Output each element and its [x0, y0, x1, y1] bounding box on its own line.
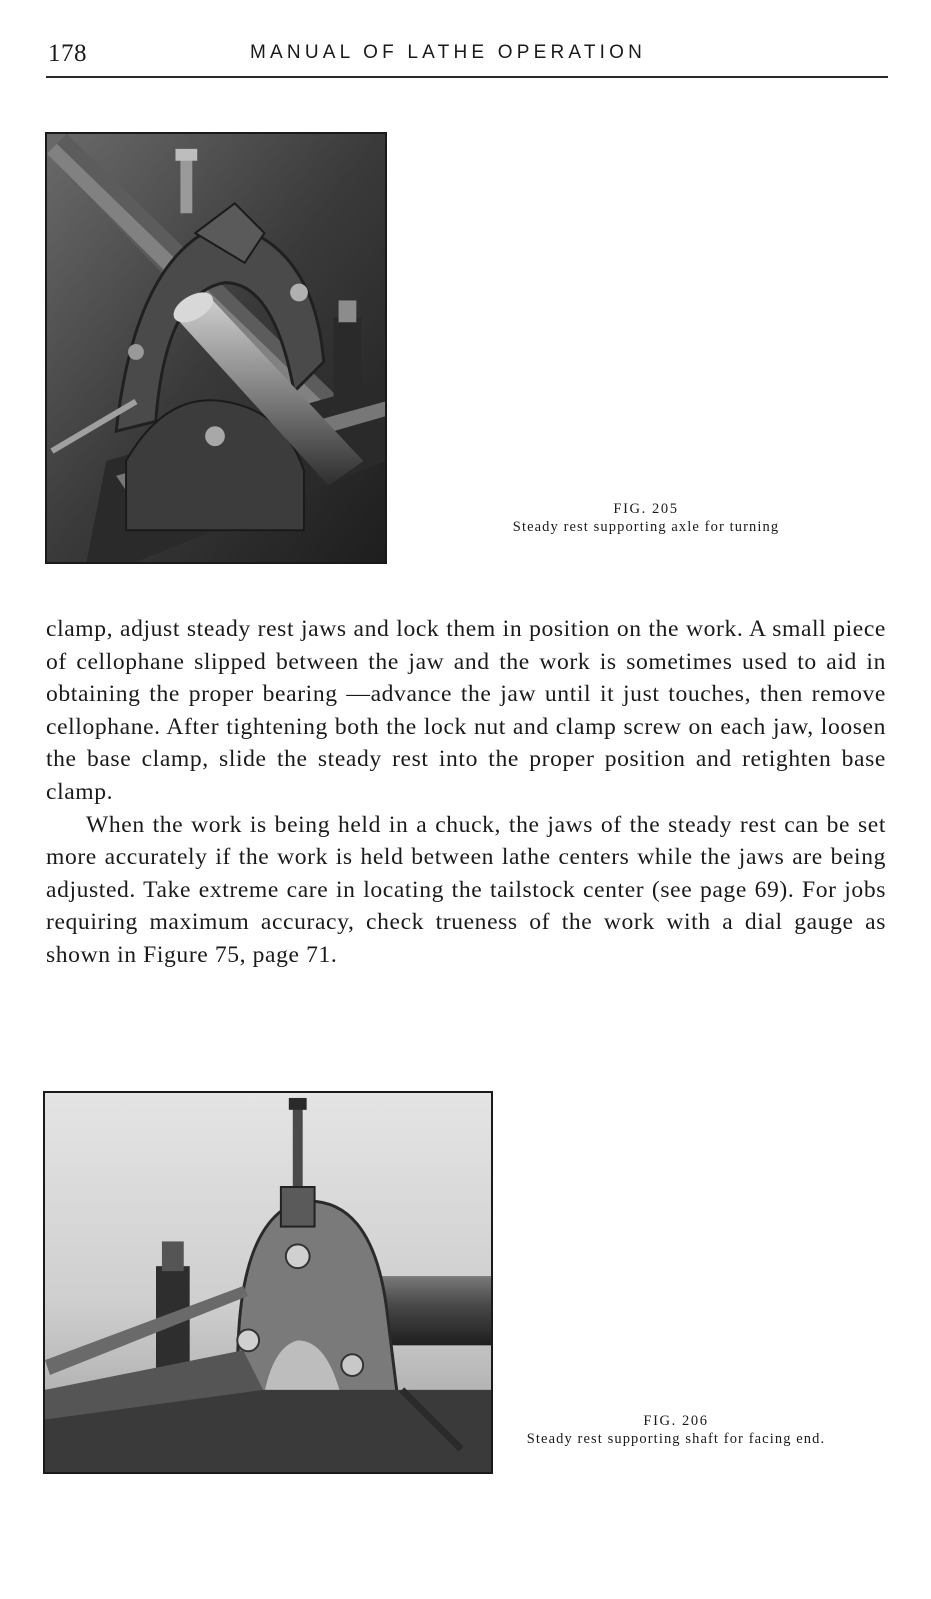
paragraph-2: When the work is being held in a chuck, the jaws of the steady rest can be set more accurately if the work is held between lathe centers while the jaws are being adjusted. Take extreme care in locating the tailstock center (see page 69). For jobs requiring maximum accuracy, check trueness of the work with a dial gauge as shown in Figure 75, page 71. — [46, 811, 886, 968]
figure-205-label: FIG. 205 — [613, 501, 679, 517]
body-text — [46, 613, 886, 972]
figure-205-caption-text: Steady rest supporting axle for turning — [512, 519, 780, 535]
figure-206-photo — [43, 1091, 493, 1474]
figure-205-caption — [440, 500, 852, 536]
figure-205-photo — [45, 132, 387, 564]
paragraph-1: clamp, adjust steady rest jaws and lock them in position on the work. A small piece of cellophane slipped between the jaw and the work is sometimes used to aid in obtaining the proper bearing —advance the jaw until it just touches, then remove cellophane. After tightening both the lock nut and clamp screw on each jaw, loosen the base clamp, slide the steady rest into the proper position and retighten base clamp. — [46, 616, 886, 805]
header-rule — [46, 76, 888, 78]
figure-206-label: FIG. 206 — [643, 1413, 709, 1429]
running-title: MANUAL OF LATHE OPERATION — [250, 42, 647, 63]
page-number: 178 — [48, 40, 87, 67]
figure-206-caption — [520, 1412, 832, 1448]
figure-206-caption-text: Steady rest supporting shaft for facing end. — [526, 1431, 826, 1447]
